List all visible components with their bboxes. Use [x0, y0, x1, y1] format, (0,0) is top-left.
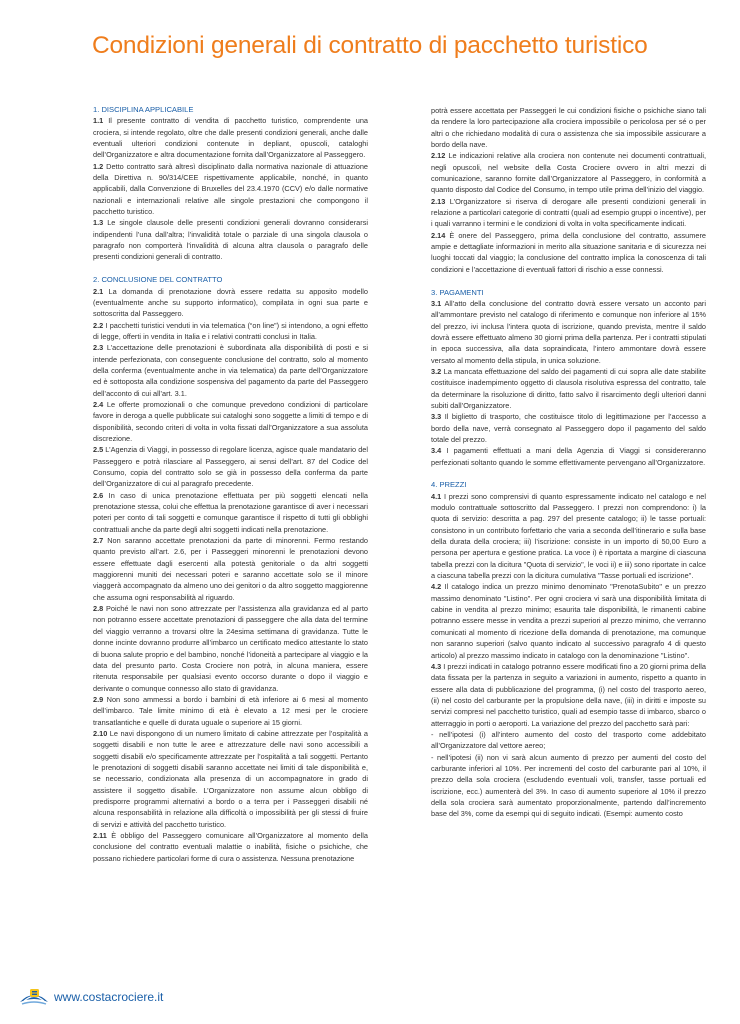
clause-paragraph [93, 399, 368, 444]
clause-text: I pagamenti effettuati a mani della Agenzia di Viaggi si considereranno perfezionati soltanto quando le somme effettivamente pervengano all’Organizzatore. [431, 446, 706, 467]
clause-paragraph [93, 286, 368, 320]
clause-text: Le indicazioni relative alla crociera non contenute nei documenti contrattuali, negli opuscoli, nel website della Costa Crociere ovvero in altri mezzi di comunicazione, saranno fornite dall’Organizzatore al Passeggero, in conformità a quanto disposto dal Codice del Consumo, in tempo utile prima dell’inizio del viaggio. [431, 151, 707, 195]
clause-number: 3.1 [431, 298, 442, 308]
clause-text: Le singole clausole delle presenti condizioni generali dovranno considerarsi indipendenti l’una dall’altra; l’invalidità totale o parziale di una singola clausola o paragrafo non comporterà l’invalidità di alcuna altra clausola o paragrafo delle presenti condizioni generali di contratto. [93, 218, 368, 262]
clause-number: 2.1 [93, 286, 104, 296]
clause-text: All’atto della conclusione del contratto dovrà essere versato un acconto pari all’ammontare previsto nel catalogo di riferimento e comunque non inferiore al 15% del prezzo, ivi inclusa l’intera quota di iscrizione, quando prevista, mentre il saldo dovrà essere effettuato almeno 30 giorni prima della partenza. Per i contratti stipulati in epoca successiva, alla data sopraindicata, l’intero ammontare dovrà essere versato al momento della stipula, in unica soluzione. [431, 298, 706, 365]
clause-number: 1.2 [93, 161, 104, 171]
section-heading: 4. PREZZI [431, 480, 467, 490]
website-link[interactable]: www.costacrociere.it [54, 990, 164, 1004]
clause-paragraph [431, 366, 706, 411]
clause-paragraph [93, 342, 368, 399]
clause-number: 4.1 [431, 491, 442, 501]
clause-text: L’Organizzatore si riserva di derogare alle presenti condizioni generali in relazione a particolari categorie di contratti (quali ad esempio gruppi o incentive), per i quali varranno i termini e le condizioni di volta in volta specificamente indicati. [431, 196, 707, 229]
clause-number: 3.2 [431, 366, 442, 376]
clause-text: - nell’ipotesi (i) all’intero aumento del costo del trasporto come addebitato all’Organizzatore dal vettore aereo; [431, 729, 706, 751]
clause-number: 2.5 [93, 445, 104, 455]
section-heading: 3. PAGAMENTI [431, 287, 484, 297]
footer [18, 982, 318, 1010]
costa-crociere-logo-icon [18, 984, 50, 1008]
clause-text: I prezzi indicati in catalogo potranno essere modificati fino a 20 giorni prima della data fissata per la partenza in seguito a variazioni in aumento, rispetto a quanto in essere alla data di pubblicazione del programma, (i) nel costo del trasporto aereo, (ii) nel costo del carburante per la propulsione della nave, (iii) in diritti e imposte su servizi compresi nel pacchetto turistico, quali ad esempio tasse di imbarco, sbarco o atterraggio in porti o aeroporti. La variazione del prezzo del pacchetto sarà pari: [431, 661, 706, 728]
clause-number: 2.11 [93, 831, 107, 840]
clause-text: Detto contratto sarà altresì disciplinato dalla normativa nazionale di attuazione della Direttiva n. 90/314/CEE rispettivamente applicabile, nonché, in quanto applicabili, dalla Convenzione di Bruxelles del 23.4.1970 (CCV) e/o dalle normative nazionali e internazionali relative alle singole prestazioni che compongono il pacchetto turistico. [93, 161, 368, 217]
clause-text: I prezzi sono comprensivi di quanto espressamente indicato nel catalogo e nel modulo contrattuale sottoscritto dal Passeggero. I prezzi non comprendono: i) la quota di servizio: descritta a pag. 297 del presente catalogo; ii) le tasse portuali: consistono in un contributo forfettario che varia a seconda dell’itinerario e sulla base della durata della crociera; iii) l’iscrizione: consiste in un importo di 50,00 Euro a persona per apertura e gestione pratica. La voce i) è riportata a margine di ciascuna tabella prezzi con la dicitura "Quota di servizio", le voci ii) e iii) sono riportate in calce a ciascuna tabella prezzi con la dicitura cumulativa "Tasse portuali ed iscrizione". [431, 491, 706, 581]
clause-paragraph [93, 603, 368, 694]
clause-paragraph [93, 320, 368, 343]
clause-text: Il biglietto di trasporto, che costituisce titolo di legittimazione per l’accesso a bordo della nave, verrà consegnato al Passeggero dopo il pagamento del saldo totale del prezzo. [431, 412, 706, 444]
left-column [93, 104, 368, 864]
clause-text: È onere del Passeggero, prima della conclusione del contratto, assumere ampie e dettagliate informazioni in merito alla situazione sanitaria e di sicurezza nei luoghi toccati dal viaggio; la conclusione del contratto implica la conoscenza di tali condizioni e l’accettazione di eventuali fattori di rischio a esse connessi. [431, 230, 706, 274]
clause-paragraph [93, 490, 368, 535]
clause-text: La mancata effettuazione del saldo dei pagamenti di cui sopra alle date stabilite costituisce inadempimento oggetto di clausola risolutiva espressa del contratto, tale da determinare la risoluzione di diritto, fatto salvo il risarcimento degli ulteriori danni subiti dall’Organizzatore. [431, 366, 706, 410]
clause-text: Non saranno accettate prenotazioni da parte di minorenni. Fermo restando quanto previsto all’art. 2.6, per i Passeggeri minorenni le prenotazioni devono essere effettuate dagli esercenti alla potestà genitoriale o da altri soggetti maggiorenni muniti dei necessari poteri e saranno accettate solo se il minore viaggerà accompagnato da almeno uno dei genitori o da altro soggetto maggiorenne che assuma ogni responsabilità al riguardo. [93, 536, 368, 602]
clause-paragraph [431, 581, 706, 660]
clause-paragraph [93, 217, 368, 262]
clause-paragraph [431, 105, 706, 150]
clause-number: 2.2 [93, 320, 104, 330]
clause-paragraph [93, 535, 368, 603]
clause-number: 2.12 [431, 151, 446, 161]
clause-text: La domanda di prenotazione dovrà essere redatta su apposito modello (eventualmente anche su supporto informatico), compilata in ogni sua parte e sottoscritta dal Passeggero. [93, 286, 368, 319]
clause-number: 2.13 [431, 196, 446, 206]
clause-number: 2.3 [93, 343, 104, 353]
clause-number: 1.3 [93, 218, 104, 228]
clause-number: 2.4 [93, 399, 104, 409]
clause-paragraph [93, 444, 368, 489]
clause-paragraph [431, 752, 706, 820]
clause-paragraph [93, 830, 368, 864]
clause-text: I pacchetti turistici venduti in via telematica (“on line”) si intendono, a ogni effetto di legge, offerti in vendita in Italia e i relativi contratti conclusi in Italia. [93, 320, 368, 341]
clause-text: Il catalogo indica un prezzo minimo denominato "PrenotaSubito" e un prezzo massimo denominato "Listino". Per ogni crociera vi sarà una disponibilità limitata di cabine in vendita al prezzo minimo; esaurita tale disponibilità, le rimanenti cabine potranno essere messe in vendita a prezzi superiori al prezzo minimo, che verranno comunicati al momento di ricezione della domanda di prenotazione, ma comunque non saranno superiori (salvo quanto indicato al successivo paragrafo 4 di questo articolo) al prezzo massimo indicato in catalogo con la denominazione "Listino". [431, 582, 706, 660]
clause-text: Poiché le navi non sono attrezzate per l’assistenza alla gravidanza ed al parto non potranno essere accettate prenotazioni di passeggere che alla data del termine del viaggio verranno a trovarsi oltre la 24esima settimana di gravidanza. Tutte le donne incinte dovranno produrre all’imbarco un certificato medico attestante lo stato di buona salute proprio e del bambino, nonché l’idoneità a partecipare al viaggio e la data del presunto parto. Costa Crociere non potrà, in alcuna maniera, essere ritenuta responsabile per qualsiasi evento occorso durante o dopo il viaggio e derivante o comunque connesso allo stato di gravidanza. [93, 604, 368, 693]
clause-number: 4.2 [431, 582, 442, 592]
clause-text: L’Agenzia di Viaggi, in possesso di regolare licenza, agisce quale mandatario del Passeggero e potrà rilasciare al Passeggero, ai sensi dell’art. 87 del Codice del Consumo, copia del contratto solo se già in possesso della conferma da parte dell’Organizzatore di cui al paragrafo precedente. [93, 445, 368, 489]
section-gap [93, 263, 368, 274]
clause-number: 2.14 [431, 230, 446, 240]
clause-text: Le offerte promozionali o che comunque prevedono condizioni di particolare favore in deroga a quelle pubblicate sui cataloghi sono soggette a limiti di tempo e di disponibilità, secondo criteri di volta in volta fissati dall’Organizzatore a sua assoluta discrezione. [93, 399, 368, 443]
clause-text: L’accettazione delle prenotazioni è subordinata alla disponibilità di posti e si intende perfezionata, con conseguente conclusione del contratto, solo al momento della conferma (eventualmente anche in via telematica) da parte dell’Organizzatore ed è sottoposta alla condizione sospensiva del pagamento da parte del Passeggero dell’acconto di cui all’art. 3.1. [93, 343, 368, 398]
clause-text: Il presente contratto di vendita di pacchetto turistico, comprendente una crociera, si intende regolato, oltre che dalle presenti condizioni generali, anche dalle eventuali ulteriori condizioni contenute in depliant, opuscoli, cataloghi dell’Organizzatore e altra documentazione fornita dall’Organizzatore al Passeggero. [93, 116, 368, 160]
section-heading: 1. DISCIPLINA APPLICABILE [93, 105, 194, 114]
clause-number: 3.4 [431, 446, 442, 456]
clause-paragraph [431, 411, 706, 445]
clause-paragraph [431, 298, 706, 366]
section-gap [431, 275, 706, 286]
clause-paragraph [93, 694, 368, 728]
clause-text: potrà essere accettata per Passeggeri le cui condizioni fisiche o psichiche siano tali da rendere la loro partecipazione alla crociera impossibile o pericolosa per sé o per altri o che richiedano modalità di cura o assistenza che sia impossibile assicurare a bordo della nave. [431, 106, 706, 150]
clause-number: 2.9 [93, 694, 104, 704]
clause-text: - nell’ipotesi (ii) non vi sarà alcun aumento di prezzo per aumenti del costo del carburante inferiori al 10%. Per incrementi del costo del carburante pari al 10%, il prezzo della sola crociera (escludendo eventuali voli, transfer, tasse portuali ed iscrizione, ecc.) aumenterà del 3%. In caso di aumento superiore al 10% il prezzo della sola crociera sarà aumentato proporzionalmente, partendo dall’incremento base del 3%, come da esempi qui di seguito indicati. (Esempi: aumento costo [431, 752, 706, 819]
clause-paragraph [431, 196, 706, 230]
clause-number: 2.6 [93, 490, 104, 500]
clause-paragraph [431, 150, 706, 195]
page-title: Condizioni generali di contratto di pacchetto turistico [92, 32, 648, 59]
right-column [431, 105, 706, 820]
clause-paragraph [93, 728, 368, 830]
clause-paragraph [431, 230, 706, 275]
clause-number: 3.3 [431, 412, 442, 422]
clause-text: Non sono ammessi a bordo i bambini di età inferiore ai 6 mesi al momento dell’imbarco. Tale limite minimo di età è elevato a 12 mesi per le crociere transatlantiche e quelle di durata uguale o superiore ai 15 giorni. [93, 694, 368, 727]
clause-paragraph [431, 729, 706, 752]
clause-text: Le navi dispongono di un numero limitato di cabine attrezzate per l’ospitalità a soggetti disabili e non tutte le aree e attrezzature delle navi sono accessibili a soggetti disabili e/o specificamente attrezzate per l’ospitalità a tali soggetti. Pertanto le prenotazioni di soggetti disabili saranno accettate nei limiti di tale disponibilità e, se necessario, condizionata alla presenza di un accompagnatore in grado di assistere il soggetto disabile. L’Organizzatore non assume alcun obbligo di predisporre programmi alternativi a bordo o a terra per i Passeggeri disabili né alcuna responsabilità in relazione alla difficoltà o impossibilità per gli stessi di fruire di servizi e attività del pacchetto turistico. [93, 728, 368, 829]
clause-text: In caso di unica prenotazione effettuata per più soggetti elencati nella prenotazione stessa, colui che effettua la prenotazione garantisce di aver i necessari poteri per conto di tali soggetti e comunque garantisce il rispetto di tutti gli obblighi contrattuali anche da parte degli altri soggetti indicati nella prenotazione. [93, 490, 368, 534]
section-heading: 2. CONCLUSIONE DEL CONTRATTO [93, 275, 223, 285]
clause-number: 2.10 [93, 728, 108, 738]
clause-paragraph [431, 445, 706, 468]
clause-paragraph [431, 491, 706, 582]
clause-paragraph [93, 115, 368, 160]
clause-paragraph [93, 161, 368, 218]
clause-paragraph [431, 661, 706, 729]
clause-number: 2.7 [93, 536, 104, 546]
clause-number: 4.3 [431, 661, 442, 671]
clause-number: 2.8 [93, 604, 104, 614]
clause-text: È obbligo del Passeggero comunicare all’Organizzatore al momento della conclusione del contratto eventuali malattie o inabilità, fisiche o psichiche, che possano richiedere particolari forme di cura o assistenza. Nessuna prenotazione [93, 831, 368, 863]
clause-number: 1.1 [93, 116, 104, 126]
section-gap [431, 468, 706, 479]
